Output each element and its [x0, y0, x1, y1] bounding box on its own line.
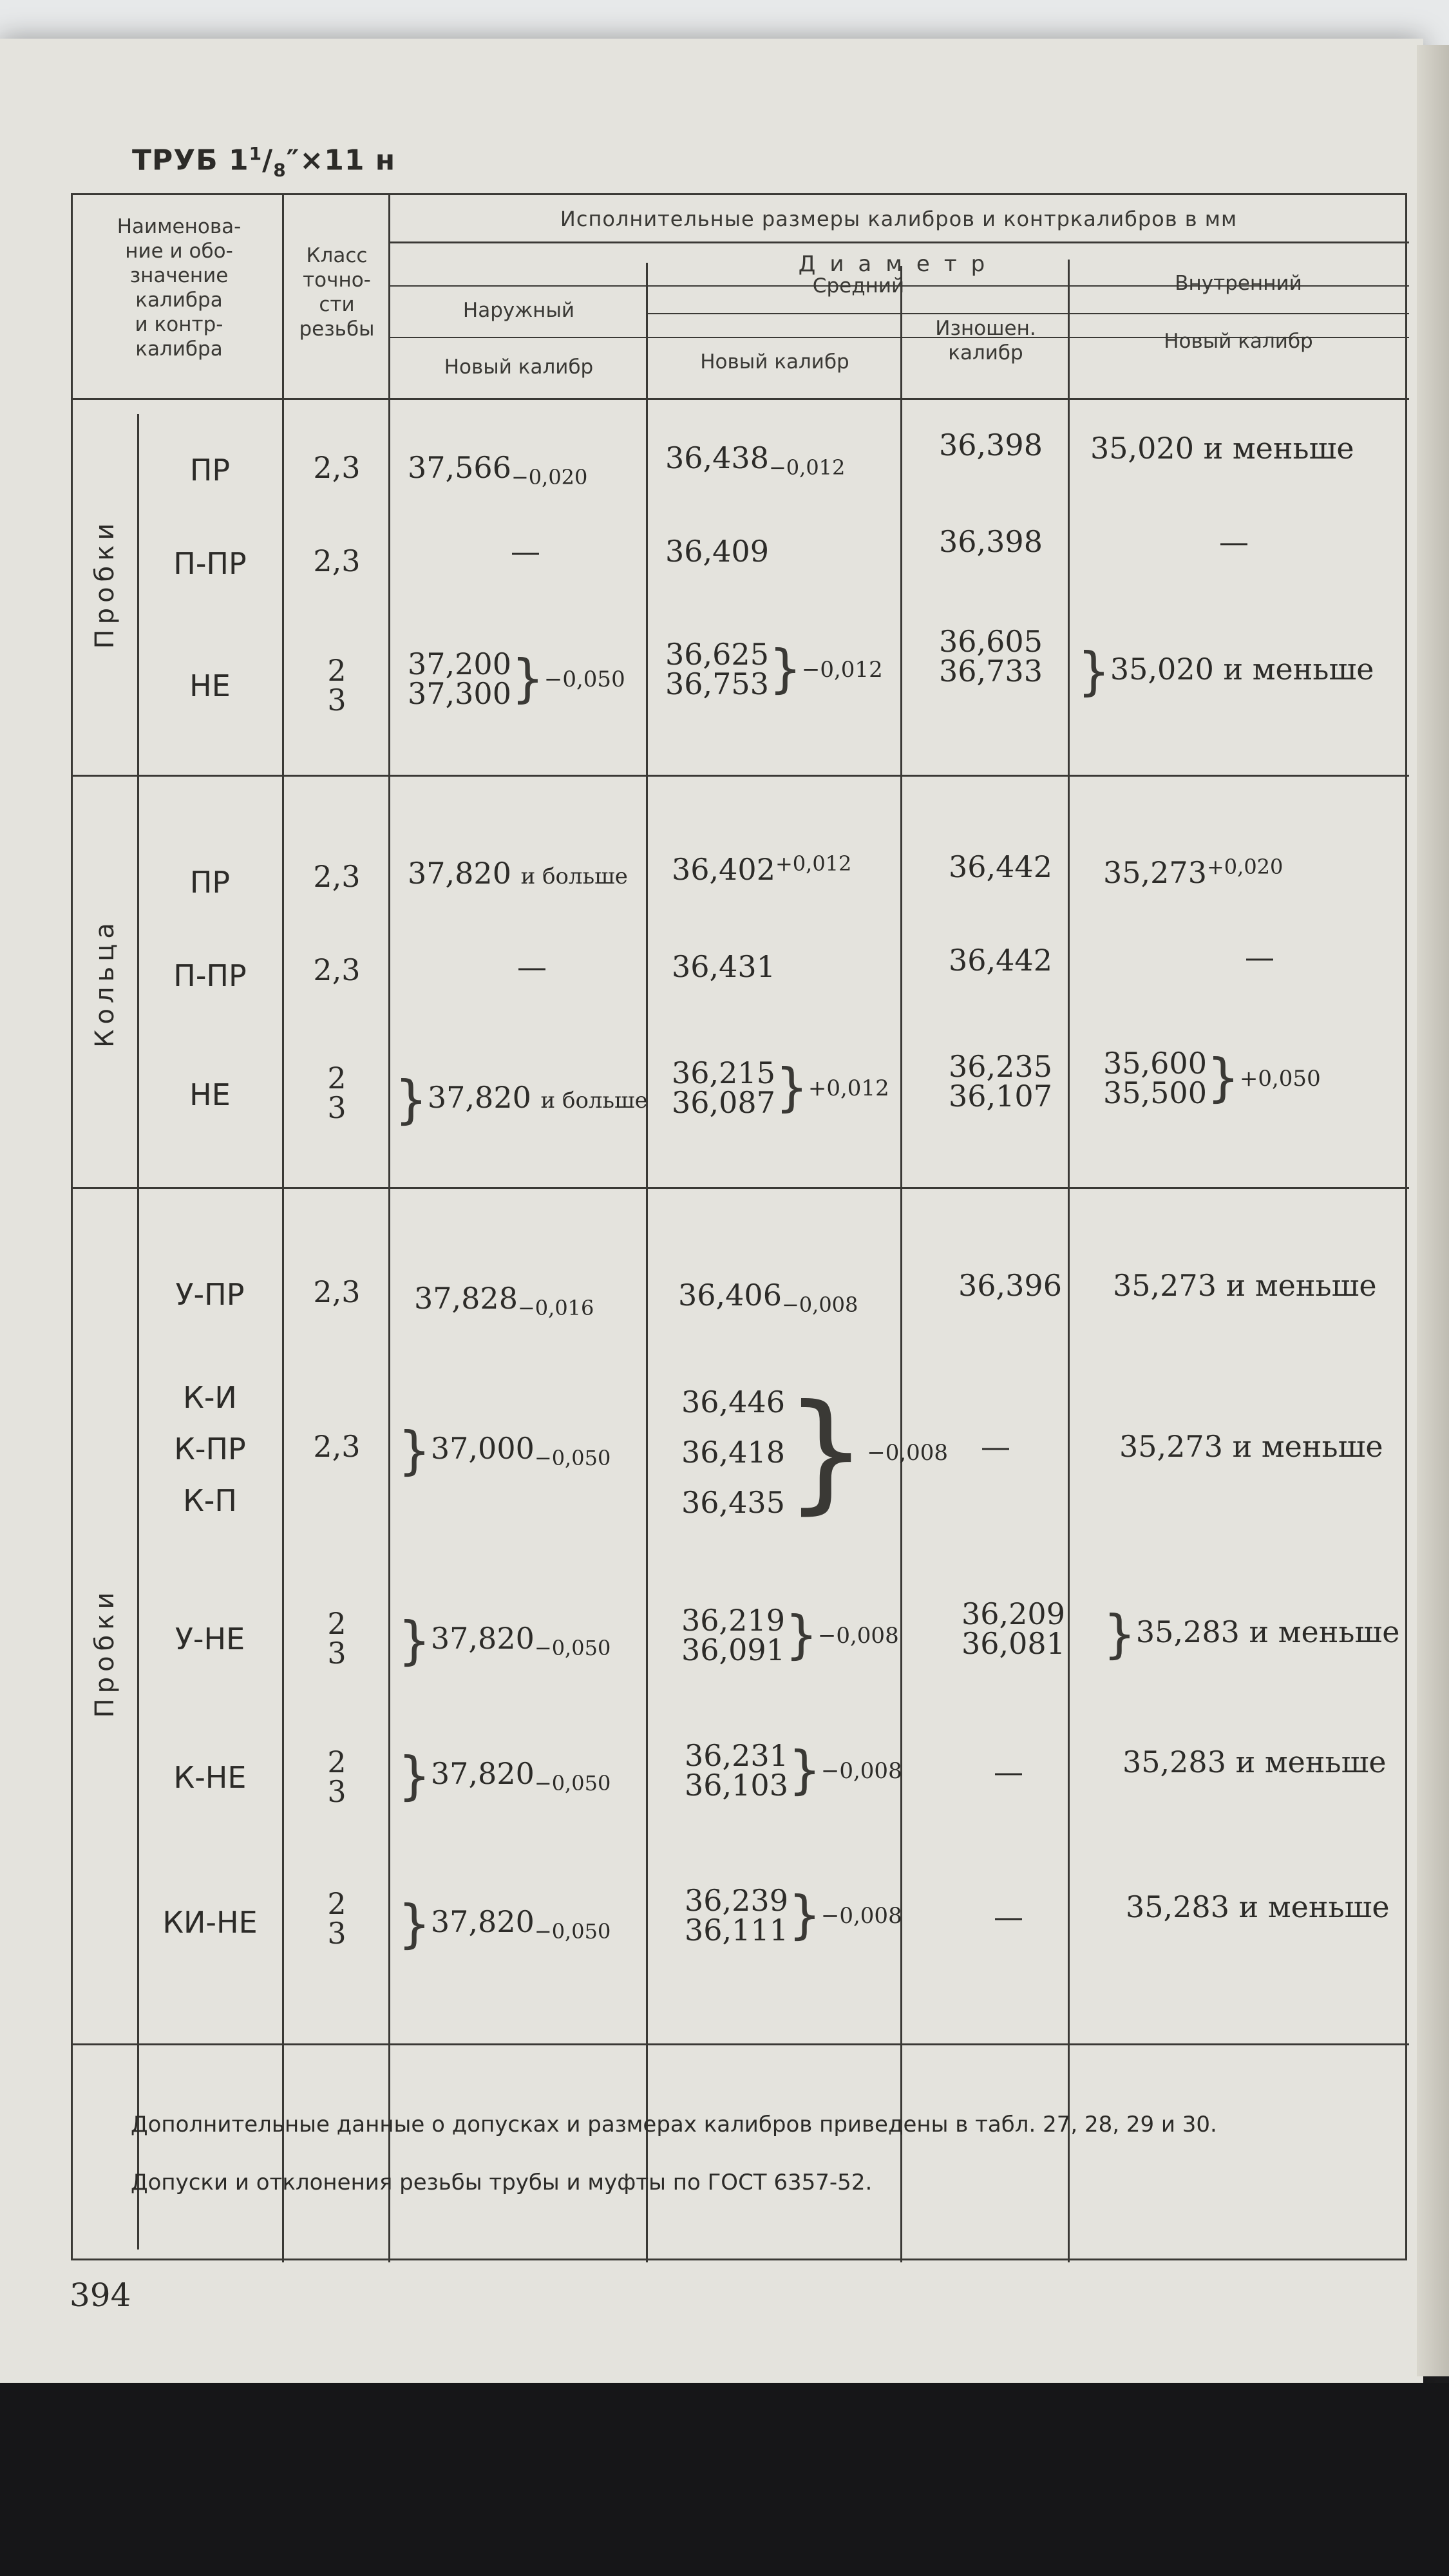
outer-value: —	[517, 949, 547, 984]
note-additional-data: Дополнительные данные о допусках и размерах калибров приведены в табл. 27, 28, 29 и 30.	[131, 2112, 1217, 2137]
header-sizes: Исполнительные размеры калибров и контркалибров в мм	[560, 207, 1238, 231]
row-name: НЕ	[189, 1077, 231, 1112]
inner-value: 35,600 35,500 }+0,050	[1103, 1046, 1321, 1110]
inner-value: $35,273^{+0,020}$	[1103, 855, 1283, 890]
row-class: 2,3	[313, 1429, 361, 1464]
middle-value: 36,431	[672, 949, 775, 984]
row-name: У-ПР	[175, 1277, 245, 1312]
col-divider	[646, 263, 648, 2262]
header-middle: Средний	[812, 274, 905, 298]
worn-value: 36,605 36,733	[939, 624, 1043, 688]
row-name: ПР	[189, 453, 231, 488]
row-name: К-П	[183, 1483, 237, 1518]
row-name: К-НЕ	[173, 1760, 247, 1795]
header-outer-new: Новый калибр	[444, 355, 594, 379]
header-middle-worn: Изношен. калибр	[935, 317, 1036, 365]
header-rule	[388, 242, 1409, 243]
middle-value: 36,219 36,091 }−0,008	[681, 1603, 899, 1667]
group-label-rings: Кольца	[90, 918, 120, 1048]
inner-value: 35,020 и меньше	[1090, 431, 1354, 466]
middle-value: $36,406_{-0,008}$	[678, 1278, 858, 1317]
group-divider	[137, 414, 139, 2249]
note-gost: Допуски и отклонения резьбы трубы и муфты по ГОСТ 6357-52.	[131, 2170, 873, 2195]
outer-value: }$37,000_{-0,050}$	[398, 1421, 611, 1481]
header-middle-new: Новый калибр	[700, 350, 849, 374]
row-name: У-НЕ	[175, 1622, 245, 1656]
worn-value: —	[994, 1754, 1023, 1789]
worn-value: 36,396	[958, 1268, 1062, 1303]
worn-value: 36,398	[939, 428, 1043, 462]
header-inner-new: Новый калибр	[1164, 330, 1313, 353]
table-body-bottom-rule	[73, 2043, 1409, 2045]
header-outer: Наружный	[462, 299, 575, 322]
row-name: КИ-НЕ	[162, 1905, 258, 1940]
row-name: К-ПР	[174, 1432, 246, 1466]
col-divider	[900, 266, 902, 2262]
group-label-plugs-2: Пробки	[90, 1587, 120, 1718]
inner-value: }35,283 и меньше	[1103, 1604, 1400, 1664]
row-class: 2,3	[313, 544, 361, 578]
group-label-plugs-1: Пробки	[90, 518, 120, 649]
header-name-column: Наименова- ние и обо- значение калибра и контр- калибра	[117, 215, 242, 361]
row-name: НЕ	[189, 668, 231, 703]
page-number: 394	[70, 2277, 131, 2314]
row-name: П-ПР	[173, 958, 247, 993]
outer-value: }$37,820_{-0,050}$	[398, 1894, 611, 1954]
inner-value: —	[1245, 940, 1274, 974]
middle-value: 36,446 36,418 36,435 }−0,008	[681, 1377, 949, 1527]
row-class: 2 3	[327, 1606, 346, 1671]
page-header-title: ТРУБ $1^1/_8''\times 11$ н	[132, 143, 396, 181]
col-divider	[282, 195, 284, 2262]
row-name: П-ПР	[173, 546, 247, 581]
row-class: 2,3	[313, 859, 361, 894]
row-class: 2,3	[313, 1274, 361, 1309]
worn-value: —	[981, 1429, 1010, 1464]
outer-value: $37,566_{-0,020}$	[408, 450, 588, 489]
outer-value: }$37,820_{-0,050}$	[398, 1746, 611, 1806]
inner-value: 35,273 и меньше	[1119, 1429, 1383, 1464]
middle-value: 36,239 36,111 }−0,008	[685, 1883, 902, 1947]
worn-value: —	[994, 1899, 1023, 1934]
middle-value: 36,231 36,103 }−0,008	[685, 1738, 902, 1803]
header-diameter: Диаметр	[798, 251, 999, 277]
row-class: 2,3	[313, 952, 361, 987]
outer-value: 37,200 37,300 }−0,050	[408, 647, 625, 711]
row-class: 2 3	[327, 1061, 346, 1125]
outer-value: }37,820 и больше	[395, 1070, 648, 1130]
middle-value: 36,625 36,753 }−0,012	[665, 637, 883, 701]
row-class: 2,3	[313, 450, 361, 485]
group-separator	[73, 775, 1409, 777]
middle-value: $36,402^{+0,012}$	[672, 851, 852, 887]
worn-value: 36,398	[939, 524, 1043, 559]
middle-value: 36,215 36,087 }+0,012	[672, 1056, 889, 1120]
row-class: 2 3	[327, 653, 346, 717]
header-bottom-rule	[73, 398, 1409, 400]
group-separator	[73, 1187, 1409, 1189]
inner-value: 35,283 и меньше	[1126, 1889, 1390, 1924]
header-class-column: Класс точно- сти резьбы	[299, 244, 375, 341]
gauge-dimensions-table	[71, 193, 1407, 2260]
page-edge	[1417, 45, 1449, 2376]
middle-value: $36,438_{-0,012}$	[665, 440, 846, 480]
header-inner: Внутренний	[1175, 272, 1302, 295]
inner-value: 35,283 и меньше	[1122, 1745, 1387, 1779]
photo-background-bottom	[0, 2383, 1449, 2576]
outer-value: —	[511, 534, 540, 569]
inner-value: 35,273 и меньше	[1113, 1268, 1377, 1303]
row-name: ПР	[189, 865, 231, 900]
outer-value: 37,820 и больше	[408, 856, 628, 891]
outer-value: $37,828_{-0,016}$	[414, 1281, 594, 1320]
row-name: К-И	[183, 1380, 237, 1415]
middle-value: 36,409	[665, 534, 769, 569]
col-divider	[388, 195, 390, 2262]
row-class: 2 3	[327, 1886, 346, 1951]
header-rule	[646, 313, 1409, 314]
col-divider	[1068, 260, 1070, 2262]
inner-value: }35,020 и меньше	[1077, 641, 1374, 701]
worn-value: 36,235 36,107	[949, 1049, 1052, 1113]
worn-value: 36,442	[949, 943, 1052, 978]
inner-value: —	[1219, 524, 1249, 559]
outer-value: }$37,820_{-0,050}$	[398, 1611, 611, 1671]
worn-value: 36,209 36,081	[961, 1596, 1065, 1661]
worn-value: 36,442	[949, 849, 1052, 884]
row-class: 2 3	[327, 1745, 346, 1809]
